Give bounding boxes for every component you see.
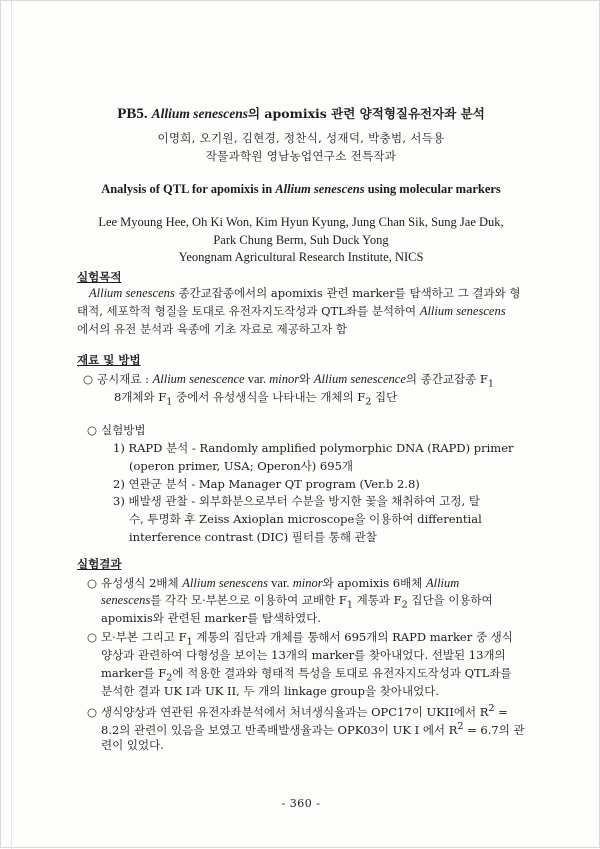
result-text: 유성생식 2배체 bbox=[101, 576, 183, 590]
species-name: senescens bbox=[101, 593, 151, 607]
superscript: 2 bbox=[488, 703, 495, 714]
subscript: 1 bbox=[186, 636, 193, 648]
method-step-3-cont: 수, 투명화 후 Zeiss Axioplan microscope을 이용하여 differential bbox=[129, 512, 482, 526]
result-2-line-4: 분석한 결과 UK I과 UK II, 두 개의 linkage group을 찾아내었다. bbox=[101, 684, 439, 698]
objective-text-1: 종간교잡종에서의 apomixis 관련 marker를 탐색하고 그 결과와 형 bbox=[174, 286, 521, 300]
result-2-line-1 bbox=[87, 630, 513, 649]
title-species: Allium senescens bbox=[151, 106, 248, 121]
paper-code: PB5. bbox=[117, 106, 148, 122]
result-text: marker를 F bbox=[101, 666, 167, 680]
results-heading: 실험결과 bbox=[77, 557, 122, 571]
result-text: 계통의 집단과 개체를 통해서 695개의 RAPD marker 중 생식 bbox=[192, 630, 513, 644]
species-name: Allium senescence bbox=[152, 372, 245, 386]
english-title-prefix: Analysis of QTL for apomixis in bbox=[101, 182, 273, 196]
methods-label: 실험방법 bbox=[101, 423, 146, 437]
materials-heading: 재료 및 방법 bbox=[77, 353, 141, 367]
result-text: 8.2의 관련이 있음을 보였고 반족배발생율과는 OPK03이 UK I 에서 R bbox=[101, 722, 458, 737]
english-authors-line-2: Park Chung Berm, Suh Duck Yong bbox=[213, 233, 389, 247]
objective-heading: 실험목적 bbox=[77, 270, 122, 284]
bullet-icon: ○ bbox=[83, 372, 94, 386]
result-text: 계통과 F bbox=[352, 593, 402, 607]
objective-species-2: Allium senescens bbox=[419, 304, 506, 318]
result-2-line-3 bbox=[101, 666, 512, 685]
method-step-2: 2) 연관군 분석 - Map Manager QT program (Ver.b 2.8) bbox=[113, 477, 420, 491]
result-text: 에 적용한 결과와 형태적 특성을 토대로 유전자지도작성과 QTL좌를 bbox=[172, 666, 512, 680]
materials-text: 8개체와 F bbox=[114, 390, 167, 404]
result-1-line-1 bbox=[87, 576, 459, 590]
species-name: Allium bbox=[425, 576, 460, 590]
method-step-3-cont-2: interference contrast (DIC) 필터를 통해 관찰 bbox=[129, 530, 377, 544]
result-3-line-3: 련이 있었다. bbox=[101, 738, 164, 752]
objective-species: Allium senescens bbox=[89, 286, 175, 300]
result-3-line-2 bbox=[101, 720, 525, 737]
subscript: 1 bbox=[487, 378, 494, 390]
english-title-suffix: using molecular markers bbox=[367, 182, 501, 196]
subscript: 2 bbox=[401, 599, 408, 611]
species-name: Allium senescens bbox=[182, 576, 269, 590]
variety-name: minor bbox=[269, 372, 300, 386]
result-text: 모·부본 그리고 F bbox=[101, 630, 187, 644]
materials-text: 중에서 유성생식을 나타내는 개체의 F bbox=[172, 390, 366, 404]
english-affiliation: Yeongnam Agricultural Research Institute, NICS bbox=[178, 250, 424, 264]
variety-name: minor bbox=[292, 576, 323, 590]
method-step-1: 1) RAPD 분석 - Randomly amplified polymorphic DNA (RAPD) primer bbox=[113, 441, 514, 455]
result-text: = 6.7의 관 bbox=[463, 722, 525, 737]
result-text: var. bbox=[268, 576, 293, 590]
result-text: 생식양상과 연관된 유전자좌분석에서 처녀생식율과는 OPC17이 UKII에서 R bbox=[101, 704, 489, 719]
superscript: 2 bbox=[457, 721, 464, 732]
result-3-line-1 bbox=[87, 702, 508, 719]
result-1-line-2 bbox=[101, 593, 493, 612]
bullet-icon: ○ bbox=[87, 576, 98, 590]
subscript: 1 bbox=[166, 396, 173, 408]
materials-line-2 bbox=[114, 390, 397, 409]
objective-line-1 bbox=[89, 286, 521, 300]
materials-text: 의 종간교잡종 F bbox=[405, 372, 488, 386]
subscript: 2 bbox=[166, 672, 173, 684]
method-step-3: 3) 배발생 관찰 - 외부화분으로부터 수분을 방지한 꽃을 채취하여 고정, 탈 bbox=[113, 494, 480, 508]
korean-authors: 이명희, 오기원, 김현경, 정찬식, 성재덕, 박충범, 서득용 bbox=[157, 131, 445, 145]
bullet-icon: ○ bbox=[87, 704, 98, 719]
result-text: 를 각각 모·부본으로 이용하여 교배한 F bbox=[150, 593, 347, 607]
result-2-line-2: 양상과 관련하여 다형성을 보이는 13개의 marker를 찾아내었다. 선발된 13개의 bbox=[101, 648, 506, 662]
page-number: - 360 - bbox=[281, 797, 321, 810]
species-name: Allium senescence bbox=[313, 372, 406, 386]
english-title-species: Allium senescens bbox=[275, 182, 365, 196]
english-authors-line-1: Lee Myoung Hee, Oh Ki Won, Kim Hyun Kyung, Jung Chan Sik, Sung Jae Duk, bbox=[98, 215, 504, 229]
objective-text-2: 태적, 세포학적 형질을 토대로 유전자지도작성과 QTL좌를 분석하여 bbox=[77, 304, 420, 318]
materials-line-1 bbox=[83, 372, 494, 391]
english-title bbox=[1, 182, 600, 197]
subscript: 2 bbox=[365, 396, 372, 408]
result-text: = bbox=[494, 704, 508, 719]
bullet-icon: ○ bbox=[87, 630, 98, 644]
result-1-line-3: apomixis와 관련된 marker를 탐색하였다. bbox=[101, 611, 322, 625]
paper-title bbox=[1, 104, 600, 123]
title-korean: 의 apomixis 관련 양적형질유전자좌 분석 bbox=[248, 106, 485, 121]
materials-text: 공시재료 : bbox=[97, 372, 153, 386]
result-text: 집단을 이용하여 bbox=[407, 593, 493, 607]
method-step-1-cont: (operon primer, USA; Operon사) 695개 bbox=[129, 459, 353, 473]
methods-label-line bbox=[87, 423, 145, 437]
korean-affiliation: 작물과학원 영남농업연구소 전특작과 bbox=[205, 149, 397, 163]
subscript: 1 bbox=[346, 599, 353, 611]
materials-text: 집단 bbox=[371, 390, 398, 404]
bullet-icon: ○ bbox=[87, 423, 98, 437]
objective-line-2 bbox=[77, 304, 506, 318]
objective-line-3: 에서의 유전 분석과 육종에 기초 자료로 제공하고자 함 bbox=[77, 322, 347, 336]
materials-text: 와 bbox=[299, 372, 314, 386]
result-text: 와 apomixis 6배체 bbox=[322, 576, 426, 590]
scan-edge-line bbox=[11, 1, 12, 849]
materials-text: var. bbox=[244, 372, 270, 386]
